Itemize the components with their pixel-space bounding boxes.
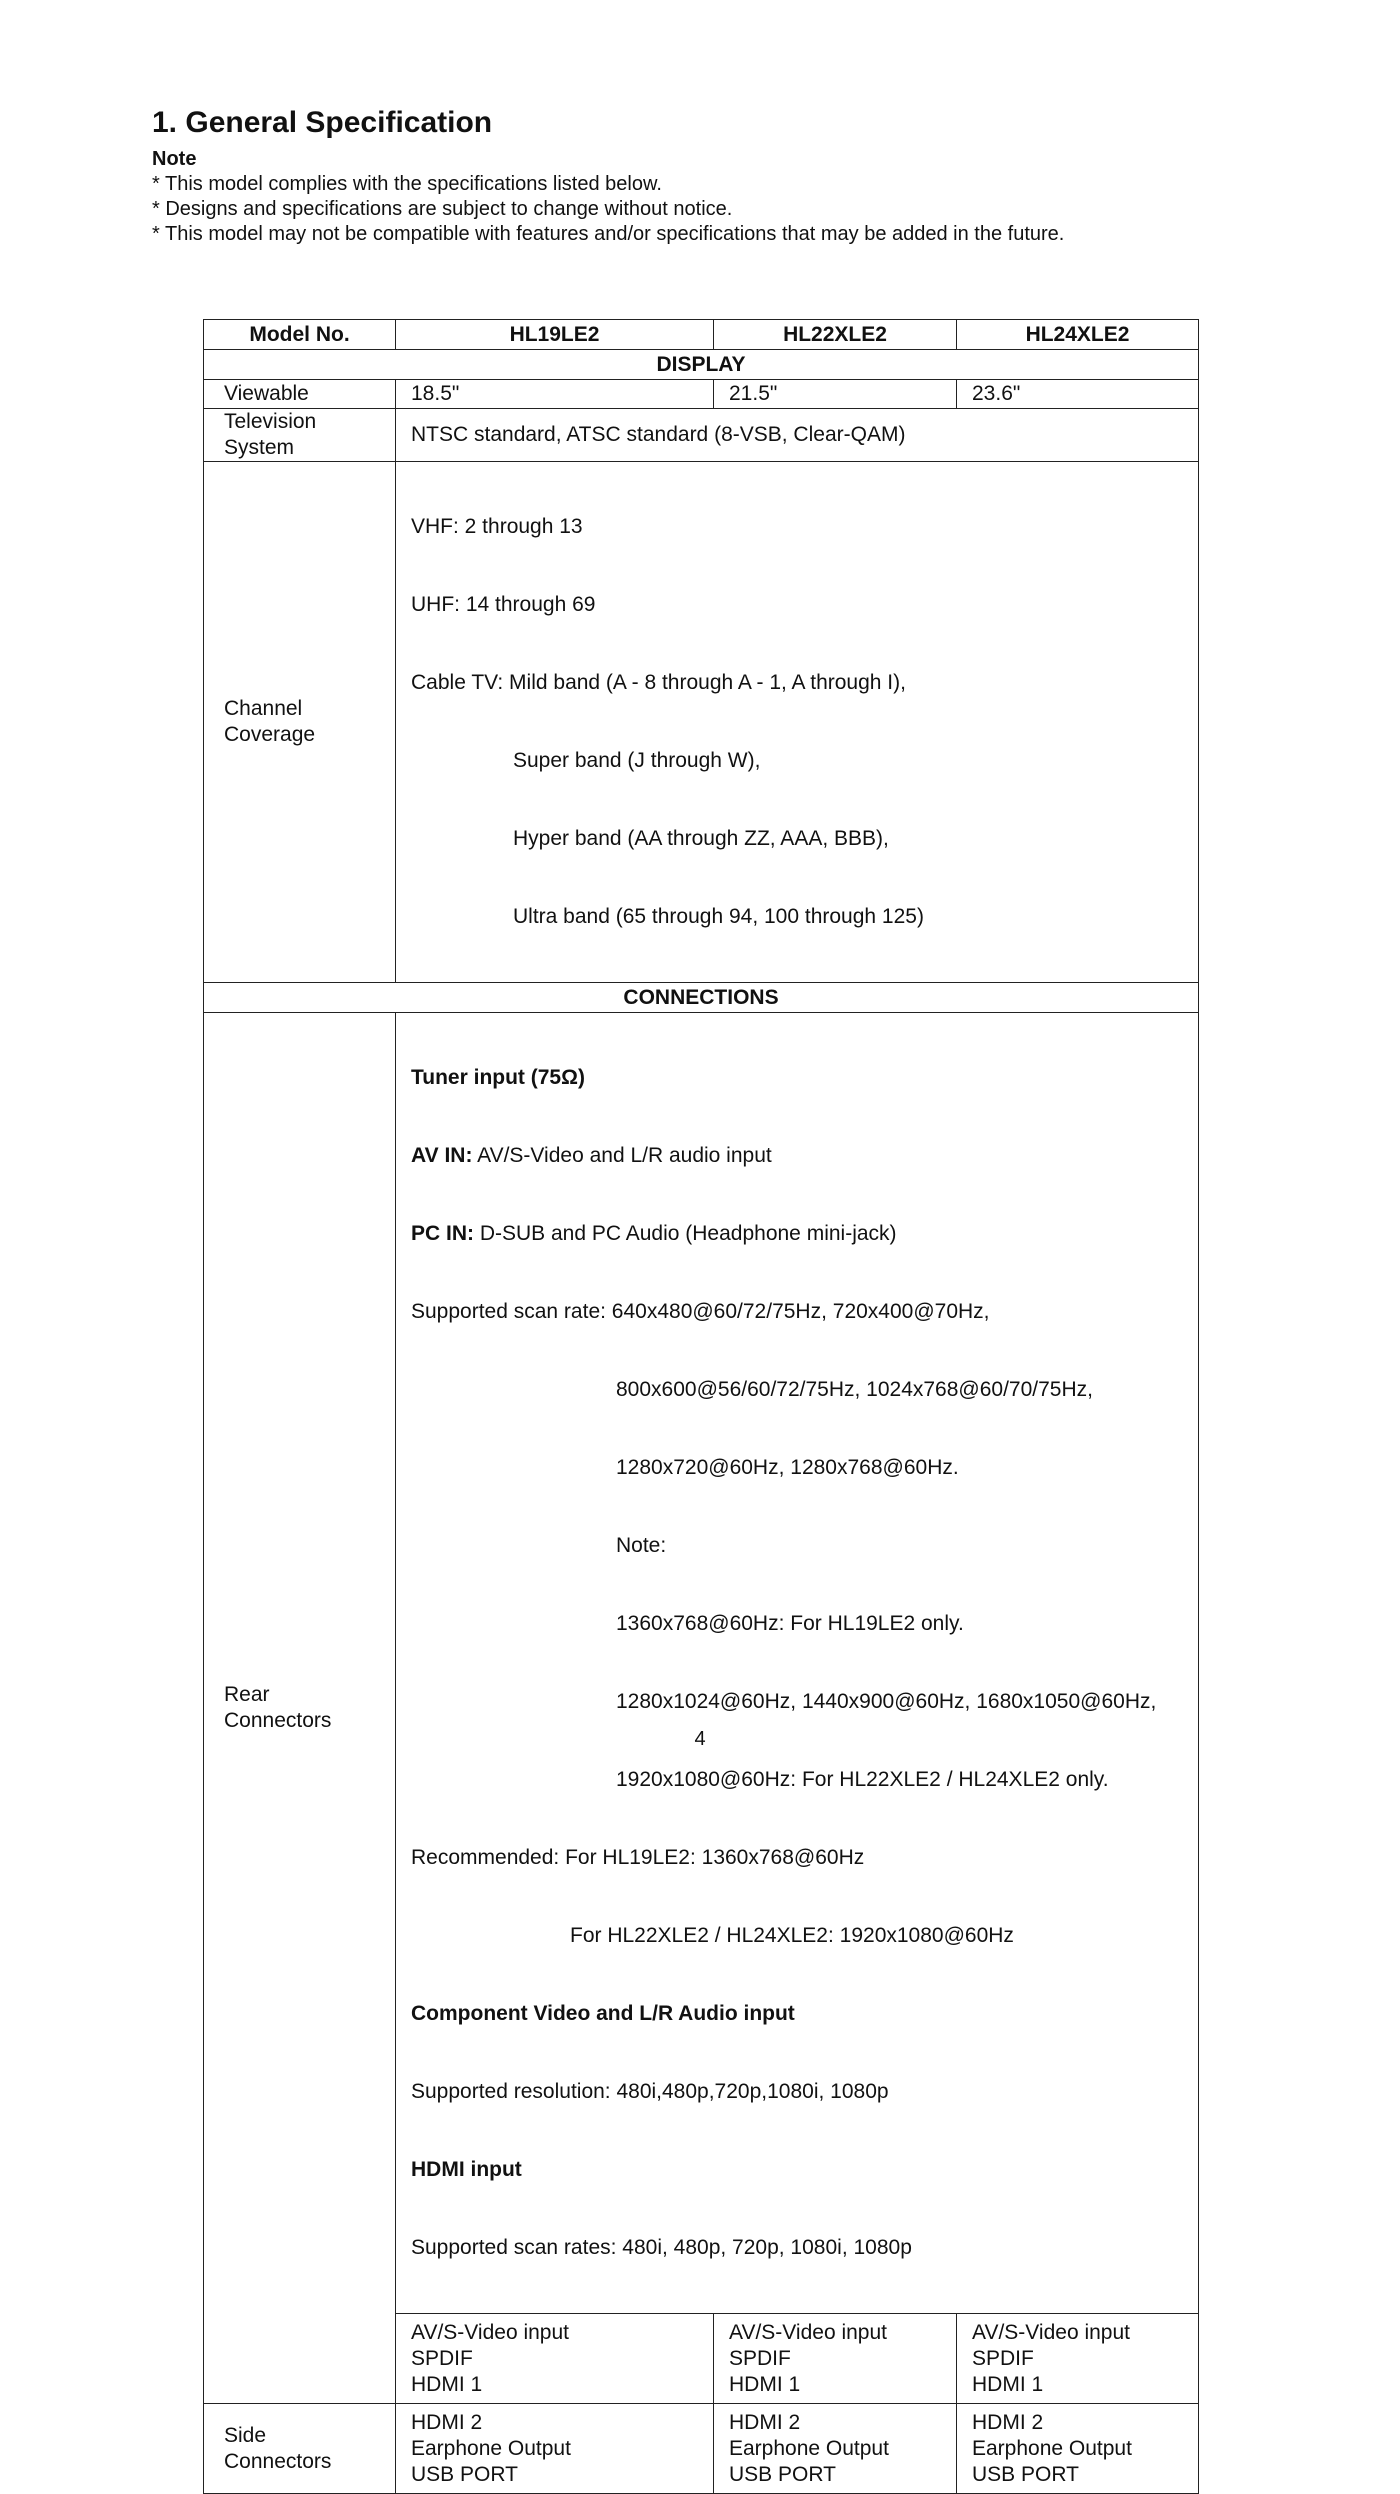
channel-coverage-label: Channel Coverage <box>204 462 396 983</box>
side-model-1-ports: HDMI 2 Earphone Output USB PORT <box>396 2404 714 2494</box>
side-model-3-ports: HDMI 2 Earphone Output USB PORT <box>957 2404 1199 2494</box>
note-label: Note <box>152 148 197 170</box>
channel-coverage-value: VHF: 2 through 13 UHF: 14 through 69 Cable TV: Mild band (A - 8 through A - 1, A through I), Super band (J through W), Hyper band (AA through ZZ, AAA, BBB), Ultra band (65 through 94, 100 through 125) <box>396 462 1199 983</box>
header-model-no: Model No. <box>204 320 396 350</box>
page-number: 4 <box>694 1728 706 1750</box>
rear-model-3-ports: AV/S-Video input SPDIF HDMI 1 <box>957 2314 1199 2404</box>
rear-model-2-ports: AV/S-Video input SPDIF HDMI 1 <box>714 2314 957 2404</box>
rear-connectors-details: Tuner input (75Ω) AV IN: AV/S-Video and L/R audio input PC IN: D-SUB and PC Audio (Headphone mini-jack) Supported scan rate: 640x480@60/72/75Hz, 720x400@70Hz, 800x600@56/60/72/75Hz, 1024x768@60/70/75Hz, 1280x720@60Hz, 1280x768@60Hz. Note: 1360x768@60Hz: For HL19LE2 only. 1280x1024@60Hz, 1440x900@60Hz, 1680x1050@60Hz, 1920x1080@60Hz: For HL22XLE2 / HL24XLE2 only. Recommended: For HL19LE2: 1360x768@60Hz For HL22XLE2 / HL24XLE2: 1920x1080@60Hz Component Video and L/R Audio input Supported resolution: 480i,480p,720p,1080i, 1080p HDMI input Supported scan rates: 480i, 480p, 720p, 1080i, 1080p <box>396 1013 1199 2314</box>
note-block <box>152 147 1064 247</box>
rear-model-1-ports: AV/S-Video input SPDIF HDMI 1 <box>396 2314 714 2404</box>
rear-connectors-row <box>204 1013 1199 2314</box>
viewable-value: 18.5" <box>396 380 714 409</box>
pc-in-line: PC IN: D-SUB and PC Audio (Headphone mini-jack) <box>411 1222 897 1245</box>
note-item: * This model complies with the specifications listed below. <box>152 173 662 195</box>
tv-system-row <box>204 409 1199 462</box>
note-item: * Designs and specifications are subject to change without notice. <box>152 198 733 220</box>
viewable-value: 21.5" <box>714 380 957 409</box>
section-display: DISPLAY <box>204 350 1199 380</box>
av-in-line: AV IN: AV/S-Video and L/R audio input <box>411 1144 772 1167</box>
section-connections-row <box>204 983 1199 1013</box>
section-connections: CONNECTIONS <box>204 983 1199 1013</box>
header-model-3: HL24XLE2 <box>957 320 1199 350</box>
side-connectors-label: Side Connectors <box>204 2404 396 2494</box>
viewable-value: 23.6" <box>957 380 1199 409</box>
component-heading: Component Video and L/R Audio input <box>411 2002 795 2025</box>
header-model-2: HL22XLE2 <box>714 320 957 350</box>
viewable-label: Viewable <box>204 380 396 409</box>
note-item: * This model may not be compatible with features and/or specifications that may be added in the future. <box>152 223 1065 245</box>
tv-system-value: NTSC standard, ATSC standard (8-VSB, Clear-QAM) <box>396 409 1199 462</box>
hdmi-heading: HDMI input <box>411 2158 522 2181</box>
rear-connectors-label: Rear Connectors <box>204 1013 396 2404</box>
side-connectors-row <box>204 2404 1199 2494</box>
table-header-row <box>204 320 1199 350</box>
side-model-2-ports: HDMI 2 Earphone Output USB PORT <box>714 2404 957 2494</box>
spec-table <box>203 319 1199 2494</box>
page-title: 1. General Specification <box>152 106 493 139</box>
tv-system-label: Television System <box>204 409 396 462</box>
header-model-1: HL19LE2 <box>396 320 714 350</box>
section-display-row <box>204 350 1199 380</box>
tuner-input: Tuner input (75Ω) <box>411 1066 585 1089</box>
viewable-row <box>204 380 1199 409</box>
channel-coverage-row <box>204 462 1199 983</box>
